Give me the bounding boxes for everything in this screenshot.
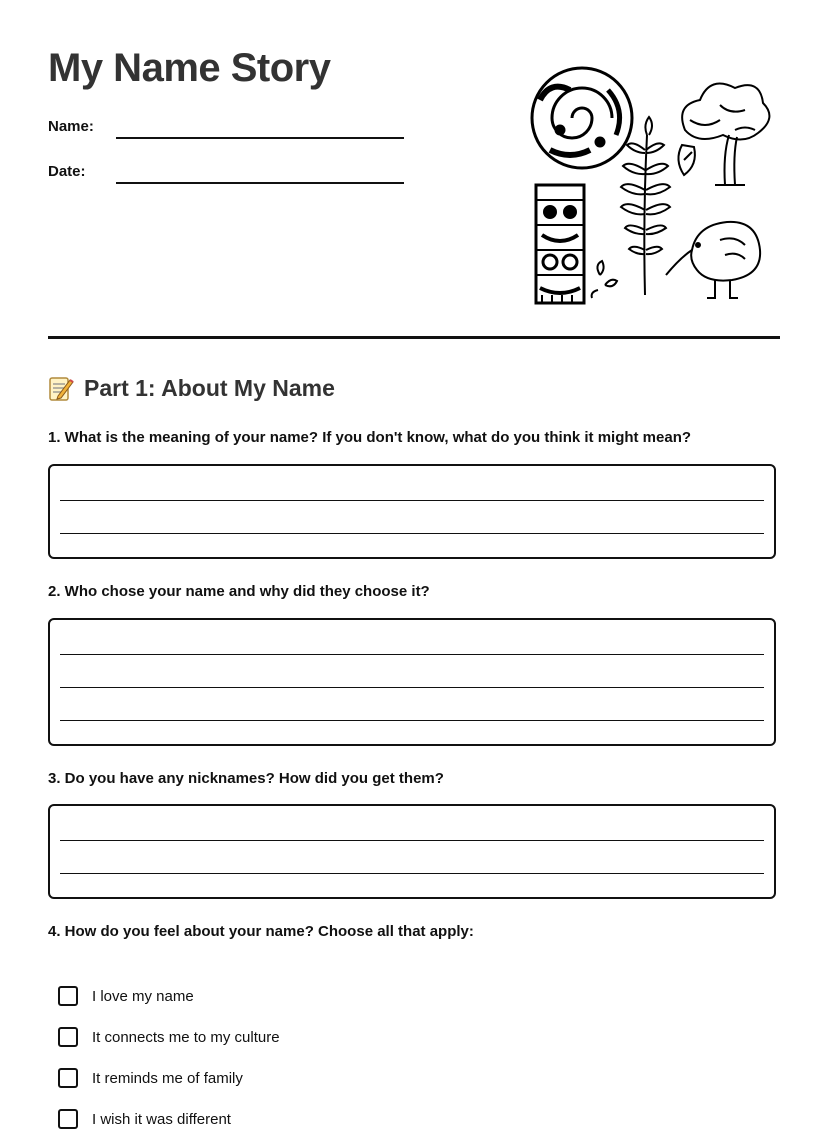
option-label: It reminds me of family [92,1069,243,1087]
option-reminds-family[interactable] [58,1068,243,1088]
tiki-icon [536,185,617,303]
question-1: 1. What is the meaning of your name? If you don't know, what do you think it might mean? [48,429,692,446]
option-connects-culture[interactable] [58,1027,280,1047]
pohutukawa-tree-icon [678,84,769,185]
answer-box-3[interactable] [48,804,776,899]
name-field[interactable] [116,137,404,139]
question-4: 4. How do you feel about your name? Choose all that apply: [48,923,474,940]
answer-line [60,840,764,841]
section-divider [48,336,780,339]
option-label: I love my name [92,987,194,1005]
answer-box-1[interactable] [48,464,776,559]
maori-art-illustration [520,60,770,310]
date-field[interactable] [116,182,404,184]
checkbox[interactable] [58,1109,78,1129]
checkbox[interactable] [58,986,78,1006]
option-wish-different[interactable] [58,1109,231,1129]
answer-box-2[interactable] [48,618,776,746]
fern-icon [621,117,670,295]
option-label: I wish it was different [92,1110,231,1128]
answer-line [60,720,764,721]
checkbox[interactable] [58,1068,78,1088]
checkbox[interactable] [58,1027,78,1047]
koru-icon [532,68,632,168]
name-label: Name: [48,118,94,135]
part1-heading-text: Part 1: About My Name [84,374,335,401]
memo-icon [48,374,74,402]
page-title: My Name Story [48,46,331,90]
answer-line [60,654,764,655]
option-label: It connects me to my culture [92,1028,280,1046]
answer-line [60,873,764,874]
answer-line [60,533,764,534]
answer-line [60,687,764,688]
answer-line [60,500,764,501]
part1-heading [48,374,335,402]
kiwi-bird-icon [666,222,760,298]
date-label: Date: [48,163,86,180]
question-2: 2. Who chose your name and why did they choose it? [48,583,430,600]
option-love-name[interactable] [58,986,194,1006]
question-3: 3. Do you have any nicknames? How did you get them? [48,770,444,787]
